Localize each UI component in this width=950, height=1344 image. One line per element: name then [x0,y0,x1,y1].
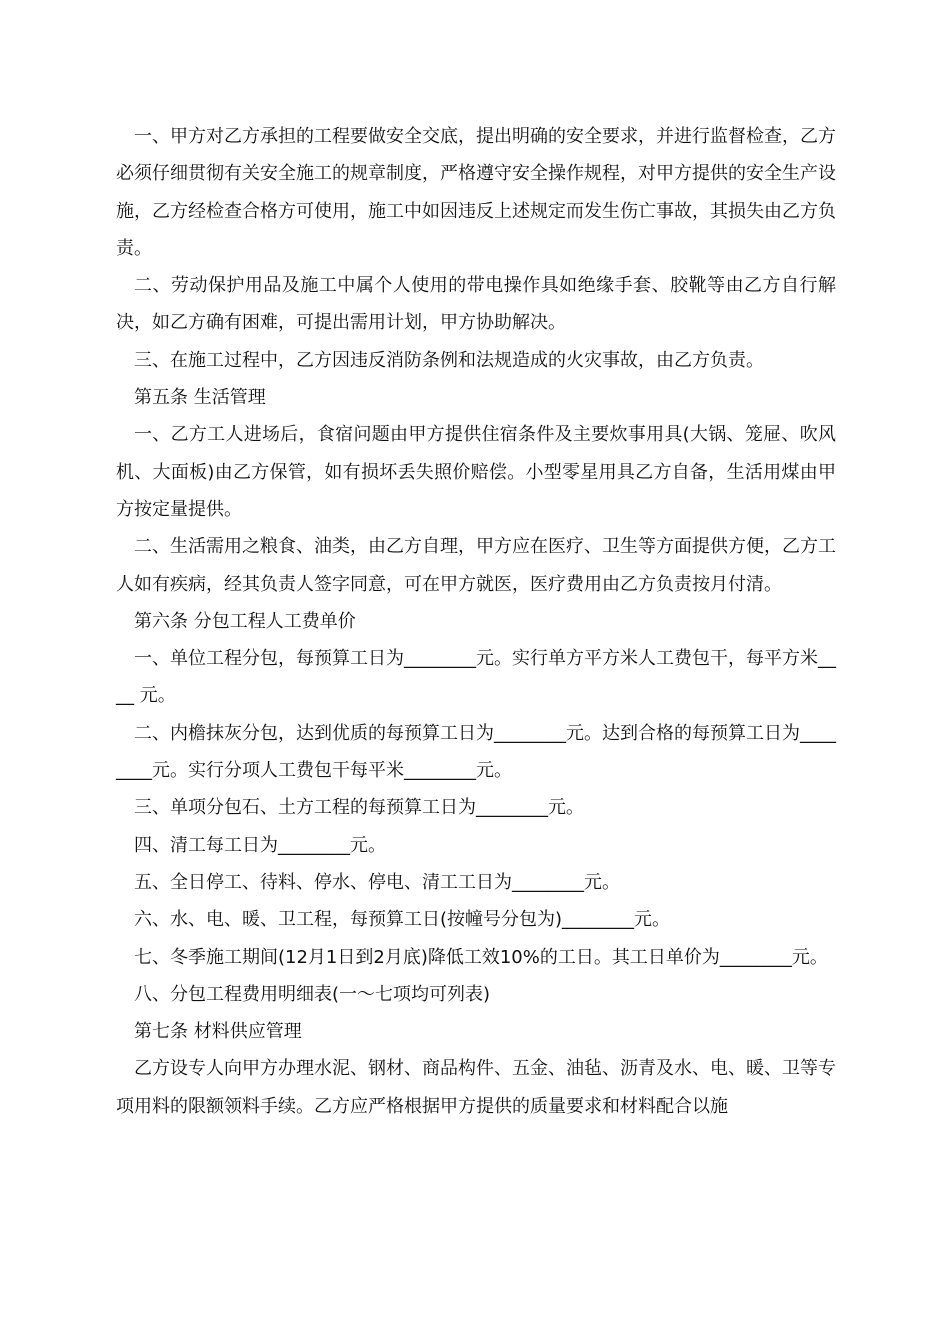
paragraph-safety-1: 一、甲方对乙方承担的工程要做安全交底，提出明确的安全要求，并进行监督检查，乙方必须仔细贯彻有关安全施工的规章制度，严格遵守安全操作规程，对甲方提供的安全生产设施，乙方经检查合格方可使用，施工中如因违反上述规定而发生伤亡事故，其损失由乙方负责。 [116,126,836,259]
paragraph-safety-3: 三、在施工过程中，乙方因违反消防条例和法规造成的火灾事故，由乙方负责。 [134,349,764,371]
section-heading-article-6: 第六条 分包工程人工费单价 [134,610,356,632]
paragraph-living-2: 二、生活需用之粮食、油类，由乙方自理，甲方应在医疗、卫生等方面提供方便，乙方工人如有疾病，经其负责人签字同意，可在甲方就医，医疗费用由乙方负责按月付清。 [116,536,836,595]
paragraph-price-2: 二、内檐抹灰分包，达到优质的每预算工日为________元。达到合格的每预算工日为________元。实行分项人工费包干每平米________元。 [116,722,836,782]
paragraph-price-1: 一、单位工程分包，每预算工日为________元。实行单方平方米人工费包干，每平方米____ 元。 [116,648,836,707]
document-body [116,118,836,1125]
paragraph-materials-1: 乙方设专人向甲方办理水泥、钢材、商品构件、五金、油毡、沥青及水、电、暖、卫等专项用料的限额领料手续。乙方应严格根据甲方提供的质量要求和材料配合以施 [116,1058,836,1117]
paragraph-living-1: 一、乙方工人进场后，食宿问题由甲方提供住宿条件及主要炊事用具(大锅、笼屉、吹风机、大面板)由乙方保管，如有损坏丢失照价赔偿。小型零星用具乙方自备，生活用煤由甲方按定量提供。 [116,424,836,520]
paragraph-price-6: 六、水、电、暖、卫工程，每预算工日(按幢号分包为)________元。 [134,909,671,931]
paragraph-price-8: 八、分包工程费用明细表(一～七项均可列表) [134,983,491,1005]
paragraph-price-4: 四、清工每工日为________元。 [134,834,386,856]
paragraph-price-3: 三、单项分包石、土方工程的每预算工日为________元。 [134,797,584,819]
section-heading-article-7: 第七条 材料供应管理 [134,1021,302,1043]
paragraph-price-7: 七、冬季施工期间(12月1日到2月底)降低工效10%的工日。其工日单价为________元。 [134,946,828,968]
paragraph-safety-2: 二、劳动保护用品及施工中属个人使用的带电操作具如绝缘手套、胶靴等由乙方自行解决，如乙方确有困难，可提出需用计划，甲方协助解决。 [116,275,836,334]
section-heading-article-5: 第五条 生活管理 [134,387,266,409]
paragraph-price-5: 五、全日停工、待料、停水、停电、清工工日为________元。 [134,871,620,893]
